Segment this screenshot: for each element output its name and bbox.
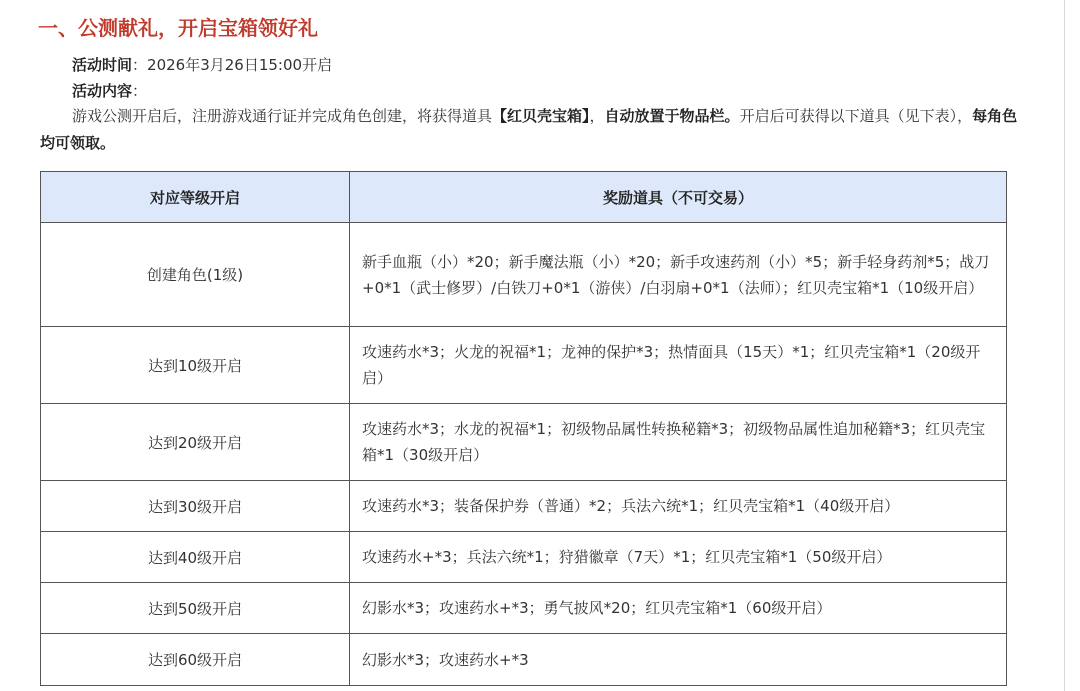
page-edge-divider bbox=[1064, 0, 1065, 691]
row-items: 新手血瓶（小）*20；新手魔法瓶（小）*20；新手攻速药剂（小）*5；新手轻身药剂*5；战刀+0*1（武士修罗）/白铁刀+0*1（游侠）/白羽扇+0*1（法师）；红贝壳宝箱*1（10级开启） bbox=[350, 223, 1007, 327]
header-rewards: 奖励道具（不可交易） bbox=[350, 172, 1007, 223]
row-level: 达到50级开启 bbox=[41, 583, 350, 634]
row-level: 达到30级开启 bbox=[41, 481, 350, 532]
table-row bbox=[41, 634, 1007, 686]
activity-description bbox=[40, 103, 1020, 157]
row-level: 达到40级开启 bbox=[41, 532, 350, 583]
row-level: 达到20级开启 bbox=[41, 404, 350, 481]
table-row bbox=[41, 532, 1007, 583]
table-row bbox=[41, 223, 1007, 327]
header-level: 对应等级开启 bbox=[41, 172, 350, 223]
table-row bbox=[41, 583, 1007, 634]
table-row bbox=[41, 481, 1007, 532]
description-every-character: 每角色均可领取。 bbox=[40, 107, 1018, 152]
row-level: 创建角色(1级) bbox=[41, 223, 350, 327]
activity-content-line bbox=[72, 79, 147, 103]
activity-time-separator: ： bbox=[132, 56, 148, 74]
table-header-row bbox=[41, 172, 1007, 223]
description-text-1: 游戏公测开启后，注册游戏通行证并完成角色创建，将获得道具 bbox=[72, 107, 493, 125]
row-items: 幻影水*3；攻速药水+*3；勇气披风*20；红贝壳宝箱*1（60级开启） bbox=[350, 583, 1007, 634]
activity-time-value: 2026年3月26日15:00开启 bbox=[147, 56, 333, 74]
rewards-table bbox=[40, 171, 1007, 686]
activity-time-label: 活动时间 bbox=[72, 56, 133, 74]
activity-time-line bbox=[72, 53, 332, 77]
section-heading: 一、公测献礼，开启宝箱领好礼 bbox=[38, 16, 318, 40]
row-items: 幻影水*3；攻速药水+*3 bbox=[350, 634, 1007, 686]
row-items: 攻速药水+*3；兵法六统*1；狩猎徽章（7天）*1；红贝壳宝箱*1（50级开启） bbox=[350, 532, 1007, 583]
row-level: 达到60级开启 bbox=[41, 634, 350, 686]
table-row bbox=[41, 404, 1007, 481]
table-row bbox=[41, 327, 1007, 404]
row-items: 攻速药水*3；水龙的祝福*1；初级物品属性转换秘籍*3；初级物品属性追加秘籍*3；红贝壳宝箱*1（30级开启） bbox=[350, 404, 1007, 481]
description-item-name: 【红贝壳宝箱】 bbox=[492, 107, 590, 125]
activity-content-label: 活动内容 bbox=[72, 82, 133, 100]
row-items: 攻速药水*3；火龙的祝福*1；龙神的保护*3；热情面具（15天）*1；红贝壳宝箱*1（20级开启） bbox=[350, 327, 1007, 404]
description-text-3: 开启后可获得以下道具（见下表）， bbox=[739, 107, 973, 125]
description-text-2: ， bbox=[589, 107, 605, 125]
description-auto-placement: 自动放置于物品栏。 bbox=[604, 107, 740, 125]
row-items: 攻速药水*3；装备保护券（普通）*2；兵法六统*1；红贝壳宝箱*1（40级开启） bbox=[350, 481, 1007, 532]
activity-content-separator: ： bbox=[132, 82, 148, 100]
row-level: 达到10级开启 bbox=[41, 327, 350, 404]
